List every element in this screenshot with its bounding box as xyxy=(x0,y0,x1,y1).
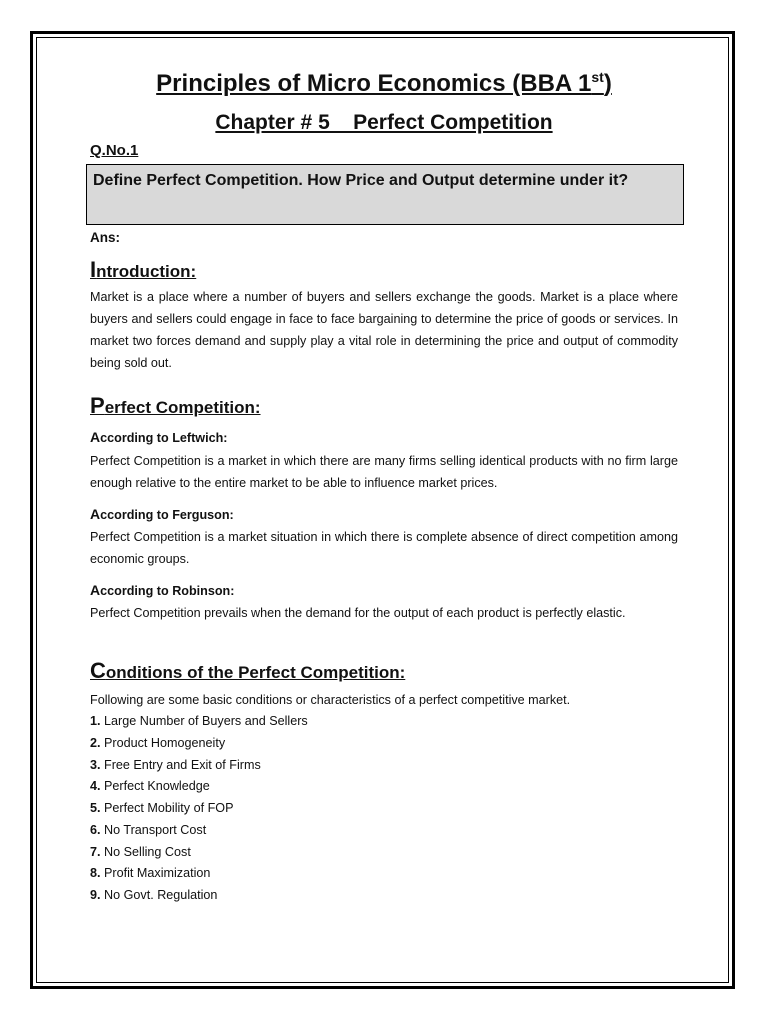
answer-label: Ans: xyxy=(90,230,120,245)
document-title: Principles of Micro Economics (BBA 1st) xyxy=(156,69,612,97)
definition-heading-leftwich: According to Leftwich: xyxy=(90,429,228,445)
list-item: 5. Perfect Mobility of FOP xyxy=(90,801,234,815)
question-number: Q.No.1 xyxy=(90,142,139,159)
list-item: 3. Free Entry and Exit of Firms xyxy=(90,757,261,772)
title-superscript: st xyxy=(591,69,604,85)
definition-heading-robinson: According to Robinson: xyxy=(90,582,235,598)
list-item: 8. Profit Maximization xyxy=(90,866,211,881)
question-box: Define Perfect Competition. How Price and Output determine under it? xyxy=(86,164,684,225)
list-item: 1. Large Number of Buyers and Sellers xyxy=(90,714,308,728)
list-item: 4. Perfect Knowledge xyxy=(90,779,210,794)
introduction-paragraph: Market is a place where a number of buyers and sellers exchange the goods. Market is a place where buyers and sellers could engage in face to face bargaining to determine the price of goods or services. In market two forces demand and supply play a vital role in determining the price and output of commodity being sold out. xyxy=(90,290,678,370)
list-item: 6. No Transport Cost xyxy=(90,822,207,837)
heading-introduction: Introduction: xyxy=(90,257,197,282)
definition-text-leftwich: Perfect Competition is a market in which there are many firms selling identical products with no firm large enough relative to the entire market to be able to influence market prices. xyxy=(90,454,678,490)
heading-conditions: Conditions of the Perfect Competition: xyxy=(90,658,406,683)
list-item: 2. Product Homogeneity xyxy=(90,735,226,750)
definition-text-robinson: Perfect Competition prevails when the demand for the output of each product is perfectly elastic. xyxy=(90,606,626,620)
definition-heading-ferguson: According to Ferguson: xyxy=(90,506,234,522)
conditions-intro: Following are some basic conditions or characteristics of a perfect competitive market. xyxy=(90,693,571,707)
chapter-title: Chapter # 5 Perfect Competition xyxy=(215,111,553,134)
heading-perfect-competition: Perfect Competition: xyxy=(90,393,261,418)
list-item: 9. No Govt. Regulation xyxy=(90,888,218,902)
list-item: 7. No Selling Cost xyxy=(90,844,191,859)
definition-text-ferguson: Perfect Competition is a market situation in which there is complete absence of direct competition among economic groups. xyxy=(90,530,678,566)
conditions-list xyxy=(90,711,308,907)
